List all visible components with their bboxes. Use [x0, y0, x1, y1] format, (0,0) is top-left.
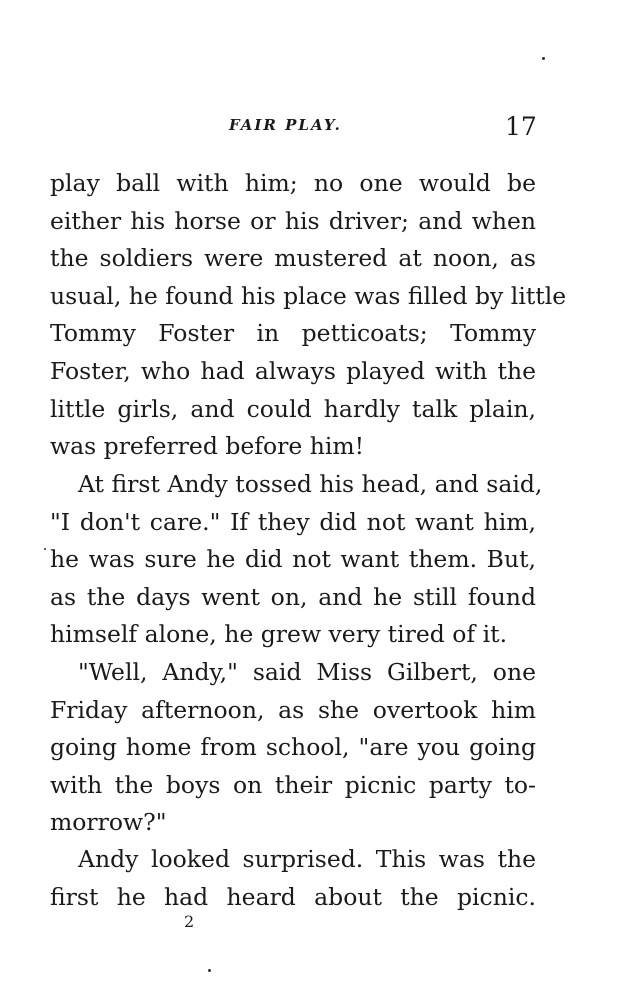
text-line: "Well, Andy," said Miss Gilbert, one: [78, 658, 536, 686]
text-line: Foster, who had always played with the: [50, 356, 536, 385]
text-line: either his horse or his driver; and when: [50, 206, 536, 235]
text-line: Friday afternoon, as she overtook him: [50, 695, 536, 724]
text-line: morrow?": [50, 808, 167, 837]
text-line: going home from school, "are you going: [50, 733, 536, 762]
text-line: Andy looked surprised. This was the: [78, 845, 536, 873]
body-text: [50, 841, 536, 916]
text-line: the soldiers were mustered at noon, as: [50, 244, 536, 273]
print-speck: [542, 57, 545, 60]
text-line: little girls, and could hardly talk plain,: [50, 394, 536, 423]
text-line: play ball with him; no one would be: [50, 169, 536, 197]
text-line: as the days went on, and he still found: [50, 582, 536, 611]
running-head: FAIR PLAY.: [229, 116, 342, 134]
text-line: with the boys on their picnic party to-: [50, 770, 536, 799]
body-text: [50, 654, 536, 842]
print-speck: [208, 969, 211, 972]
text-line: himself alone, he grew very tired of it.: [50, 620, 508, 649]
text-line: usual, he found his place was filled by little: [50, 281, 567, 310]
text-line: was preferred before him!: [50, 432, 365, 461]
text-line: he was sure he did not want them. But,: [50, 545, 536, 574]
body-text: [50, 466, 543, 654]
print-speck: [44, 548, 46, 550]
text-line: "I don't care." If they did not want him,: [50, 507, 536, 536]
text-line: first he had heard about the picnic.: [50, 882, 536, 911]
text-line: Tommy Foster in petticoats; Tommy: [50, 319, 536, 348]
signature-mark: 2: [184, 912, 195, 931]
page-number: 17: [505, 112, 537, 141]
body-text: [50, 165, 567, 466]
text-line: At first Andy tossed his head, and said,: [78, 470, 543, 498]
